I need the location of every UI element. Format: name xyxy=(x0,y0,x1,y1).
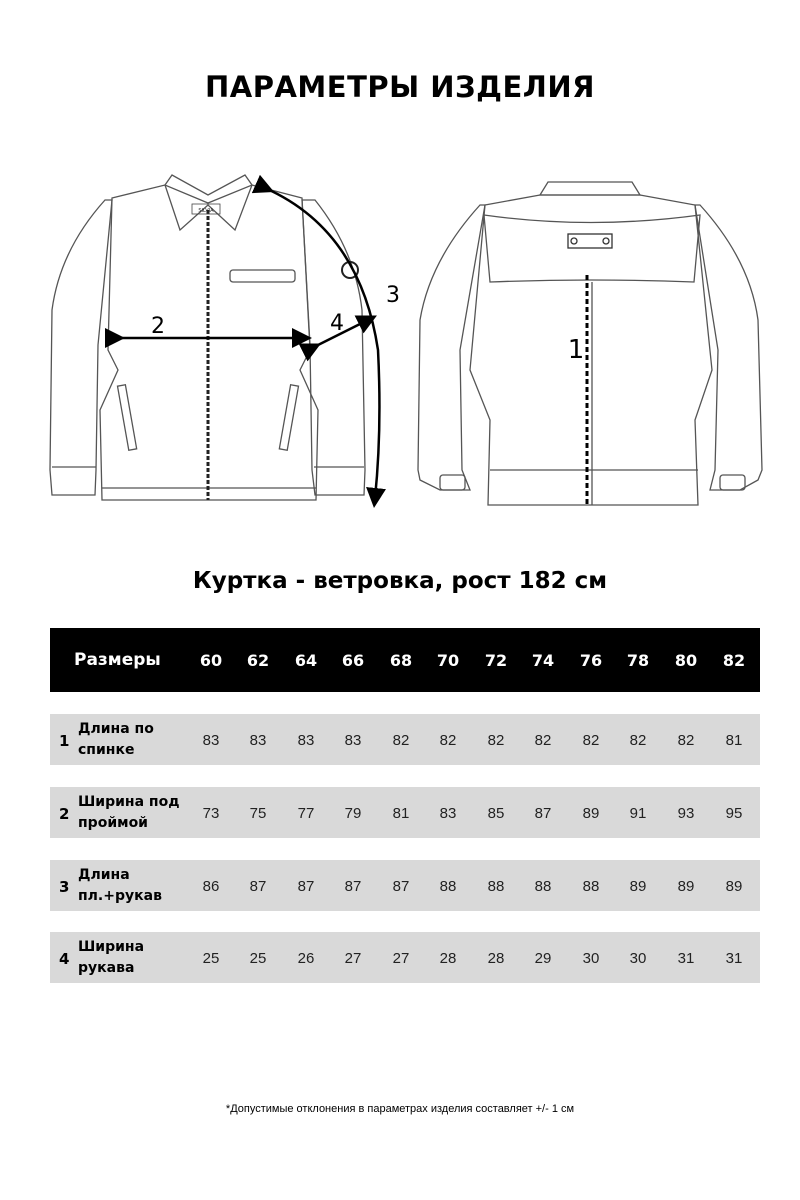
row-number: 4 xyxy=(59,950,70,968)
table-cell: 27 xyxy=(392,950,410,967)
table-cell: 89 xyxy=(629,878,647,895)
table-cell: 73 xyxy=(202,805,220,822)
size-header: 72 xyxy=(484,651,508,670)
table-cell: 25 xyxy=(202,950,220,967)
table-cell: 30 xyxy=(582,950,600,967)
table-cell: 28 xyxy=(487,950,505,967)
page-title: ПАРАМЕТРЫ ИЗДЕЛИЯ xyxy=(205,70,595,104)
table-cell: 83 xyxy=(202,732,220,749)
table-cell: 88 xyxy=(487,878,505,895)
row-label: Ширина рукава xyxy=(78,939,145,976)
table-cell: 31 xyxy=(725,950,743,967)
table-cell: 89 xyxy=(582,805,600,822)
table-row xyxy=(50,932,760,983)
table-cell: 88 xyxy=(439,878,457,895)
size-header: 78 xyxy=(626,651,650,670)
table-row xyxy=(50,714,760,765)
table-cell: 82 xyxy=(392,732,410,749)
table-header xyxy=(50,628,760,692)
measure-label-1: 1 xyxy=(567,335,585,365)
table-row xyxy=(50,860,760,911)
jacket-back xyxy=(418,182,762,505)
table-cell: 89 xyxy=(725,878,743,895)
table-cell: 85 xyxy=(487,805,505,822)
table-cell: 88 xyxy=(582,878,600,895)
table-cell: 83 xyxy=(439,805,457,822)
table-cell: 25 xyxy=(249,950,267,967)
table-cell: 82 xyxy=(439,732,457,749)
table-cell: 83 xyxy=(297,732,315,749)
size-header: 60 xyxy=(199,651,223,670)
measure-label-4: 4 xyxy=(330,311,344,336)
table-cell: 26 xyxy=(297,950,315,967)
size-header: 66 xyxy=(341,651,365,670)
table-cell: 93 xyxy=(677,805,695,822)
row-number: 1 xyxy=(59,732,70,750)
table-cell: 77 xyxy=(297,805,315,822)
product-subtitle: Куртка - ветровка, рост 182 см xyxy=(192,568,608,594)
table-cell: 82 xyxy=(677,732,695,749)
table-row xyxy=(50,787,760,838)
table-cell: 82 xyxy=(487,732,505,749)
table-cell: 27 xyxy=(344,950,362,967)
table-cell: 82 xyxy=(629,732,647,749)
table-cell: 83 xyxy=(249,732,267,749)
row-label: Длина пл.+рукав xyxy=(78,867,162,904)
table-cell: 81 xyxy=(392,805,410,822)
row-number: 3 xyxy=(59,878,70,896)
size-header: 82 xyxy=(722,651,746,670)
table-cell: 82 xyxy=(582,732,600,749)
measure-label-2: 2 xyxy=(151,314,165,339)
jacket-diagram xyxy=(0,170,800,520)
table-cell: 89 xyxy=(677,878,695,895)
table-cell: 28 xyxy=(439,950,457,967)
table-cell: 86 xyxy=(202,878,220,895)
table-cell: 87 xyxy=(249,878,267,895)
table-cell: 87 xyxy=(392,878,410,895)
size-header: 70 xyxy=(436,651,460,670)
row-label: Длина по спинке xyxy=(78,721,154,758)
size-header: 74 xyxy=(531,651,555,670)
row-number: 2 xyxy=(59,805,70,823)
table-cell: 29 xyxy=(534,950,552,967)
tolerance-note: *Допустимые отклонения в параметрах изделия составляет +/- 1 см xyxy=(225,1103,575,1115)
table-cell: 82 xyxy=(534,732,552,749)
table-cell: 87 xyxy=(297,878,315,895)
size-header: 80 xyxy=(674,651,698,670)
table-cell: 30 xyxy=(629,950,647,967)
table-cell: 83 xyxy=(344,732,362,749)
table-cell: 88 xyxy=(534,878,552,895)
size-header: 64 xyxy=(294,651,318,670)
table-cell: 79 xyxy=(344,805,362,822)
table-cell: 87 xyxy=(344,878,362,895)
table-cell: 91 xyxy=(629,805,647,822)
table-cell: 81 xyxy=(725,732,743,749)
size-header: 76 xyxy=(579,651,603,670)
table-cell: 95 xyxy=(725,805,743,822)
size-header: 62 xyxy=(246,651,270,670)
label-tag: SILVIA xyxy=(198,208,214,214)
table-cell: 87 xyxy=(534,805,552,822)
table-cell: 75 xyxy=(249,805,267,822)
measure-label-3: 3 xyxy=(386,283,400,308)
size-header: 68 xyxy=(389,651,413,670)
row-label: Ширина под проймой xyxy=(78,794,180,831)
table-cell: 31 xyxy=(677,950,695,967)
header-label: Размеры xyxy=(74,650,161,670)
